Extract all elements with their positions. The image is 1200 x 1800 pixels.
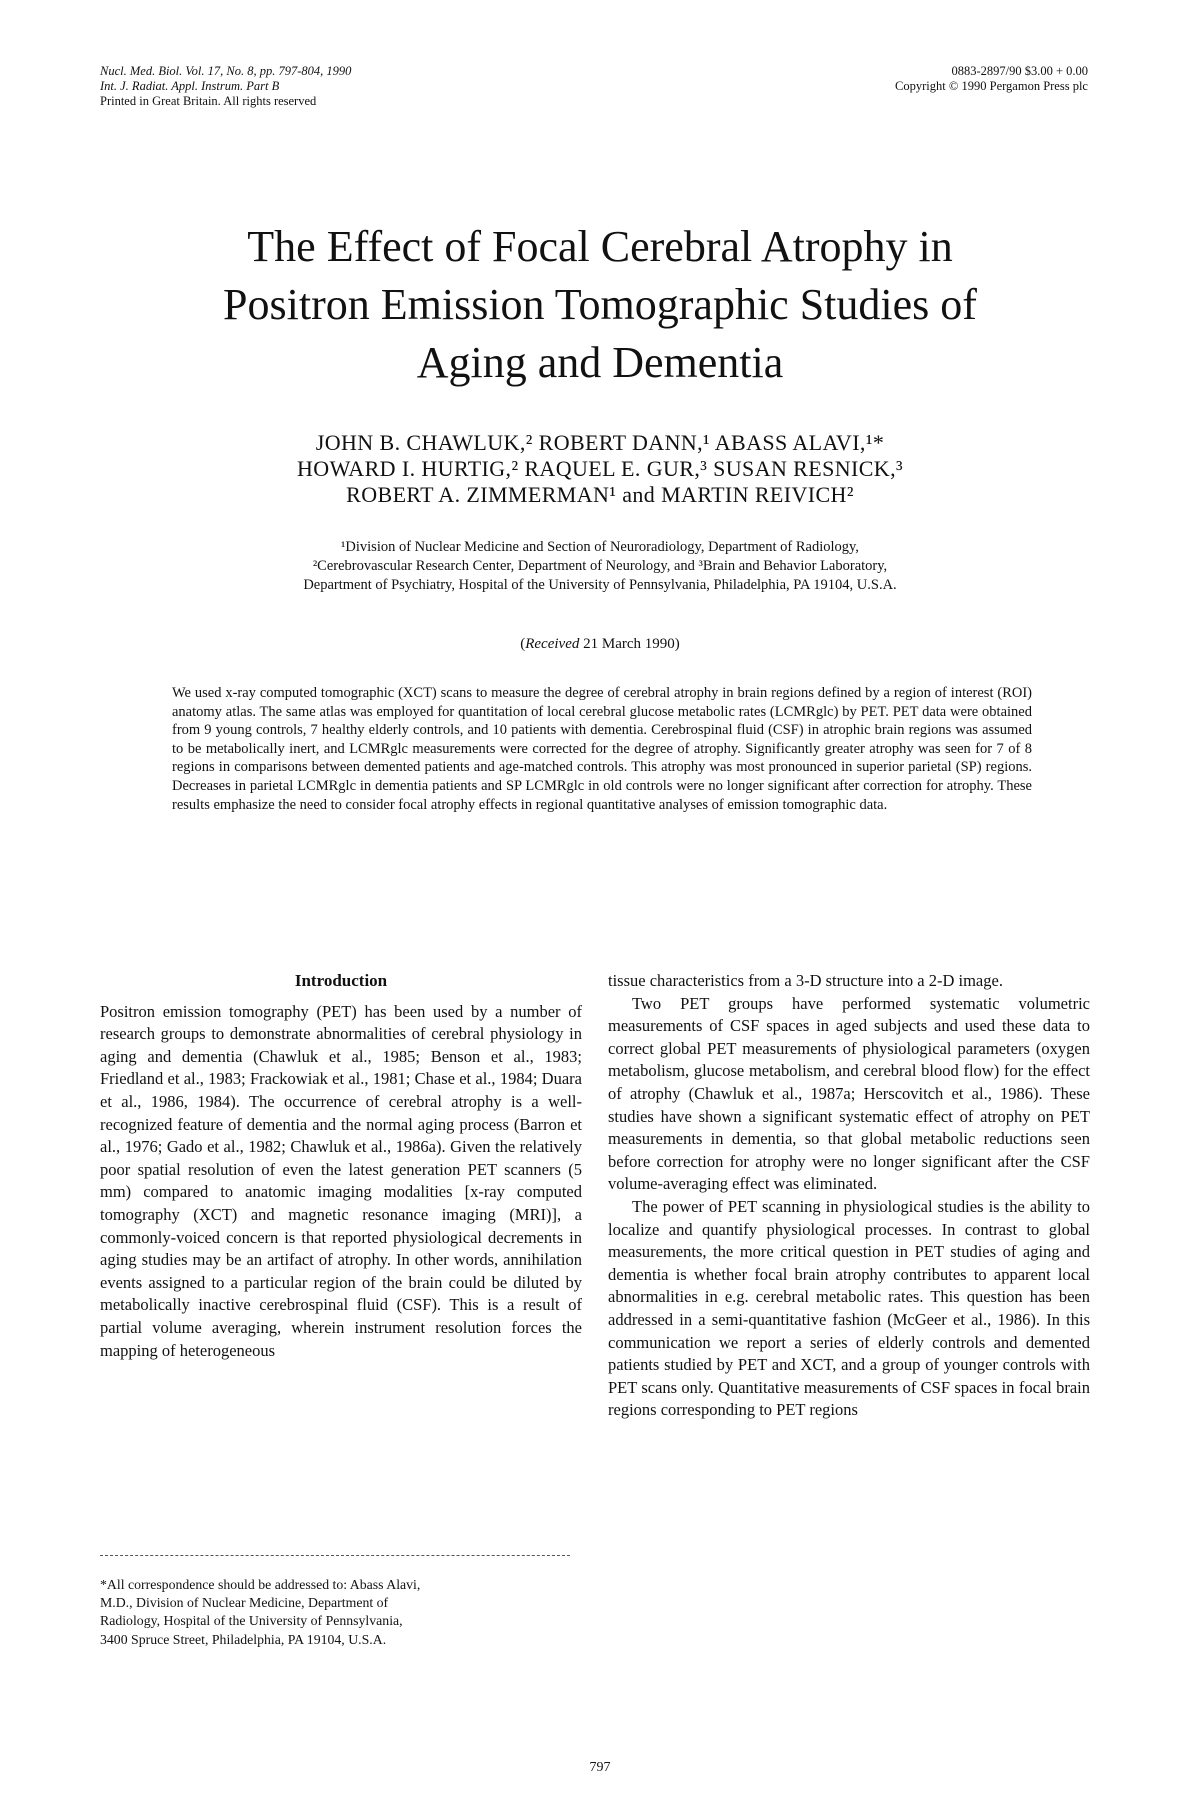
copyright-block [668,64,1088,94]
footnote-line-1: *All correspondence should be addressed to: Abass Alavi, [100,1577,421,1592]
footnote-line-4: 3400 Spruce Street, Philadelphia, PA 19104, U.S.A. [100,1631,387,1647]
footnote-line-2: M.D., Division of Nuclear Medicine, Department of [100,1595,389,1611]
footnote-line-3: Radiology, Hospital of the University of Pennsylvania, [100,1613,403,1629]
received-date-value: 21 March 1990 [583,636,675,652]
left-column [100,970,582,1362]
section-heading-introduction: Introduction [294,971,388,990]
copyright-line: Copyright © 1990 Pergamon Press plc [895,79,1088,93]
authors-line-2: HOWARD I. HURTIG,² RAQUEL E. GUR,³ SUSAN RESNICK,³ [297,456,903,481]
paper-title [120,218,1080,392]
authors-line-1: JOHN B. CHAWLUK,² ROBERT DANN,¹ ABASS ALAVI,¹* [315,430,885,455]
right-column [608,970,1090,1422]
abstract: We used x-ray computed tomographic (XCT) scans to measure the degree of cerebral atrophy in brain regions defined by a region of interest (ROI) anatomy atlas. The same atlas was employed for quantitation of local cerebral glucose metabolic rates (LCMRglc) by PET. PET data were obtained from 9 young controls, 7 healthy elderly controls, and 10 patients with dementia. Cerebrospinal fluid (CSF) in atrophic brain regions was assumed to be metabolically inert, and LCMRglc measurements were corrected for the degree of atrophy. Significantly greater atrophy was seen for 7 of 8 regions in comparisons between demented patients and age-matched controls. This atrophy was most pronounced in superior parietal (SP) regions. Decreases in parietal LCMRglc in dementia patients and SP LCMRglc in old controls were no longer significant after correction for atrophy. These results emphasize the need to consider focal atrophy effects in regional quantitative analyses of emission tomographic data. [172,685,1032,813]
author-list [120,430,1080,508]
article-code: 0883-2897/90 $3.00 + 0.00 [951,64,1088,78]
authors-line-3: ROBERT A. ZIMMERMAN¹ and MARTIN REIVICH² [346,482,854,507]
affiliation-line-2: ²Cerebrovascular Research Center, Department of Neurology, and ³Brain and Behavior Laboratory, [312,558,888,574]
footnote-divider [100,1555,570,1556]
journal-citation [100,64,560,109]
intro-paragraph-continued: tissue characteristics from a 3-D structure into a 2-D image. [608,971,1003,990]
intro-paragraph-3: The power of PET scanning in physiological studies is the ability to localize and quantify physiological processes. In contrast to global measurements, the more critical question in PET studies of aging and dementia is whether focal brain atrophy contributes to apparent local abnormalities in e.g. cerebral metabolic rates. This question has been addressed in a semi-quantitative fashion (McGeer et al., 1986). In this communication we report a series of elderly controls and demented patients studied by PET and XCT, and a group of younger controls with PET scans only. Quantitative measurements of CSF spaces in focal brain regions corresponding to PET regions [608,1196,1090,1420]
title-line-3: Aging and Dementia [416,338,784,387]
intro-paragraph-1: Positron emission tomography (PET) has been used by a number of research groups to demonstrate abnormalities of cerebral physiology in aging and dementia (Chawluk et al., 1985; Benson et al., 1983; Friedland et al., 1983; Frackowiak et al., 1981; Chase et al., 1984; Duara et al., 1986, 1984). The occurrence of cerebral atrophy is a well-recognized feature of dementia and the normal aging process (Barron et al., 1976; Gado et al., 1982; Chawluk et al., 1986a). Given the relatively poor spatial resolution of even the latest generation PET scanners (5 mm) compared to anatomic imaging modalities [x-ray computed tomography (XCT) and magnetic resonance imaging (MRI)], a commonly-voiced concern is that reported physiological decrements in aging studies may be an artifact of atrophy. In other words, annihilation events assigned to a particular region of the brain could be diluted by metabolically inactive cerebrospinal fluid (CSF). This is a result of partial volume averaging, wherein instrument resolution forces the mapping of heterogeneous [100,1001,582,1360]
journal-line-1: Nucl. Med. Biol. Vol. 17, No. 8, pp. 797-804, 1990 [100,64,352,78]
page-number: 797 [589,1760,611,1775]
intro-paragraph-2: Two PET groups have performed systematic volumetric measurements of CSF spaces in aged subjects and used these data to correct global PET measurements of physiological parameters (oxygen metabolism, glucose metabolism, and cerebral blood flow) for the effect of atrophy (Chawluk et al., 1987a; Herscovitch et al., 1986). These studies have shown a significant systematic effect of atrophy on PET measurements in dementia, so that global metabolic reductions seen before correction for atrophy were no longer significant after the CSF volume-averaging effect was eliminated. [608,993,1090,1194]
journal-line-2: Int. J. Radiat. Appl. Instrum. Part B [100,79,280,93]
correspondence-footnote [100,1576,582,1649]
received-label: Received [525,636,580,652]
title-line-1: The Effect of Focal Cerebral Atrophy in [247,222,953,271]
journal-line-3: Printed in Great Britain. All rights reserved [100,94,317,108]
affiliation-line-1: ¹Division of Nuclear Medicine and Section of Neuroradiology, Department of Radiology, [341,539,859,555]
affiliation-line-3: Department of Psychiatry, Hospital of the University of Pennsylvania, Philadelphia, PA 19104, U.S.A. [303,577,897,593]
affiliations [140,538,1060,595]
title-line-2: Positron Emission Tomographic Studies of [223,280,977,329]
received-date: (Received 21 March 1990) [520,636,680,652]
